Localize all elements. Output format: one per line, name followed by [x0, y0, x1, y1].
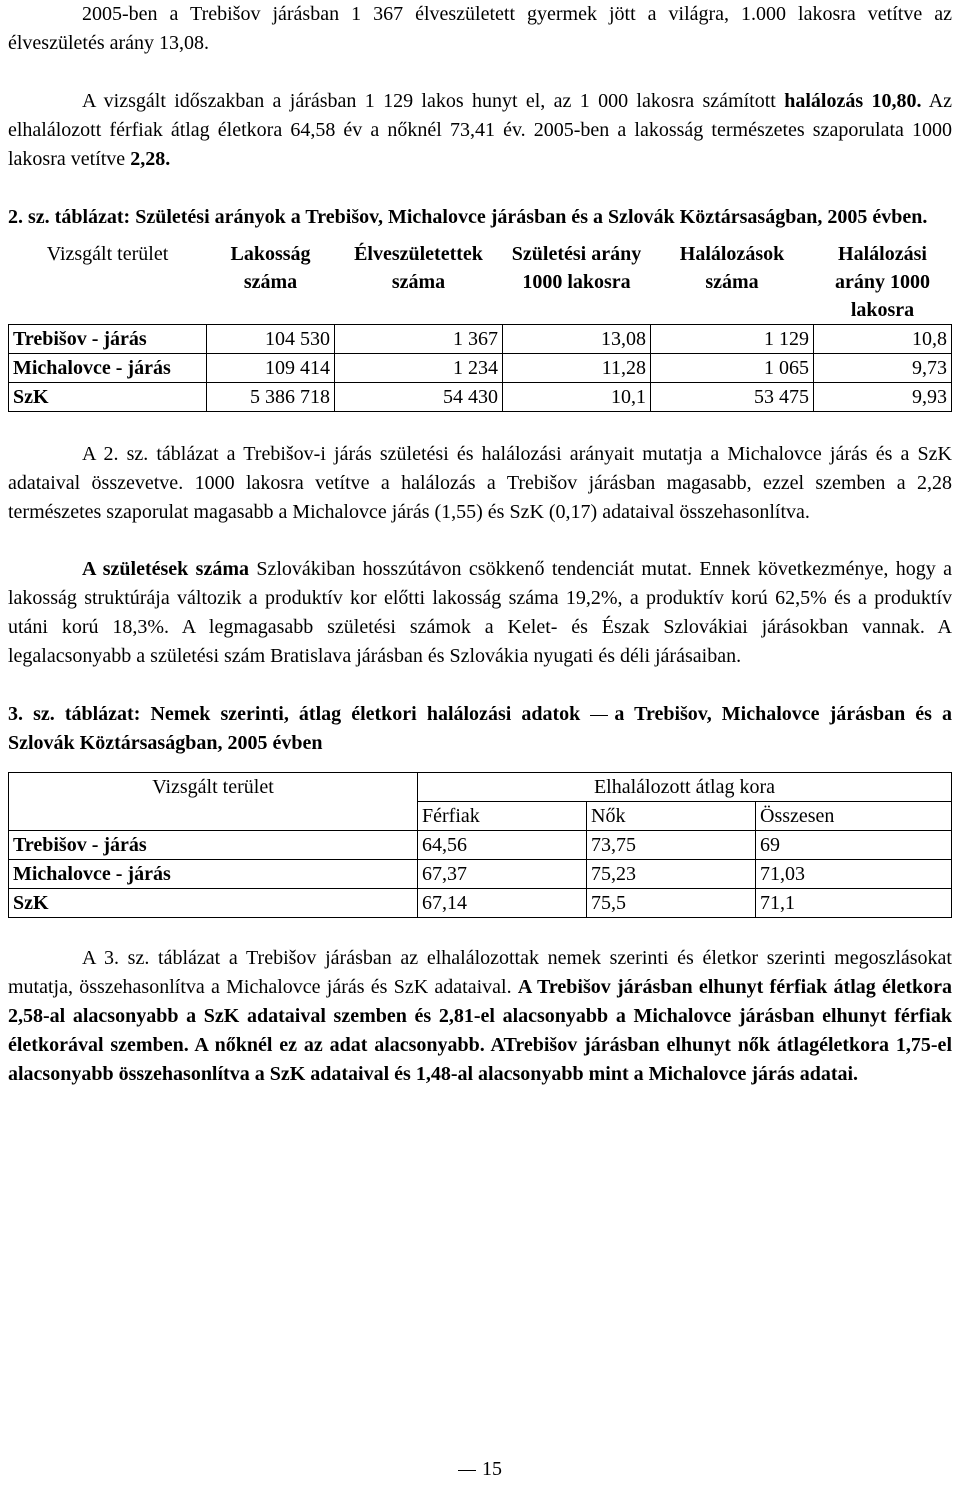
table-header-cell: Lakosság száma [230, 243, 311, 293]
table-cell: 10,1 [503, 383, 651, 412]
table2-caption-a: 3. sz. táblázat: Nemek szerinti, átlag életkori halálozási adatok [8, 703, 581, 725]
intro-mortality-value: halálozás 10,80. [784, 90, 922, 112]
table-header-cell: Élveszületettek száma [354, 243, 483, 293]
table-cell: Michalovce - járás [9, 860, 418, 889]
table-cell: 53 475 [651, 383, 814, 412]
table-cell: 1 129 [651, 325, 814, 354]
intro-growth-value: 2,28. [130, 148, 171, 170]
dash-icon [590, 715, 608, 716]
table-cell: Michalovce - járás [9, 354, 207, 383]
paragraph-table1-analysis: A 2. sz. táblázat a Trebišov-i járás születési és halálozási arányait mutatja a Michalovce járás és a SzK adataival összevetve. 1000 lakosra vetítve a halálozás a Trebišov járásban magasabb, ezzel szemben a 2,28 természetes szaporulat magasabb a Michalovce járás (1,55) és SzK (0,17) adataival összehasonlítva. [8, 443, 952, 523]
table-cell: 10,8 [814, 325, 952, 354]
table-cell: 1 367 [335, 325, 503, 354]
intro-paragraph-2 [8, 87, 952, 174]
table-cell: 1 234 [335, 354, 503, 383]
dash-icon [458, 1470, 476, 1471]
paragraph-table2-analysis [8, 944, 952, 1089]
table-row [9, 860, 952, 889]
table-header-cell: Vizsgált terület [9, 773, 418, 831]
intro-text-a: A vizsgált időszakban a járásban 1 129 lakos hunyt el, az 1 000 lakosra számított [82, 90, 776, 112]
table-cell: 75,5 [587, 889, 756, 918]
table-row [9, 383, 952, 412]
table-cell: Trebišov - járás [9, 831, 418, 860]
birth-rate-table [8, 240, 952, 412]
page-number: 15 [482, 1458, 502, 1480]
table-row [9, 354, 952, 383]
table-cell: SzK [9, 889, 418, 918]
table-header-cell: Halálozások száma [679, 243, 785, 293]
table-cell: SzK [9, 383, 207, 412]
table-cell: 5 386 718 [207, 383, 335, 412]
table-cell: 9,73 [814, 354, 952, 383]
table-cell: 69 [756, 831, 952, 860]
table2-caption [8, 700, 952, 758]
page-footer [0, 1458, 960, 1481]
table-header-cell: Vizsgált terület [46, 243, 169, 265]
table-header-row [9, 240, 952, 325]
births-text: Szlovákiban hosszútávon csökkenő tendenciát mutat. Ennek következménye, hogy a lakosság struktúrája változik a produktív kor előtti lakosság száma 19,2%, a produktív korú 62,5% és a produktív utáni korú 18,3%. A legmagasabb születési számok a Kelet- és Észak Szlovákiai járásokban vannak. A legalacsonyabb a születési szám Bratislava járásban és Szlovákia nyugati és déli járásaiban. [8, 558, 952, 667]
table-header-cell: Nők [587, 802, 756, 831]
table-header-row [9, 773, 952, 802]
document-page [8, 0, 952, 1089]
intro-text-c: Az elhalálozott férfiak átlag életkora 64,58 év a nőknél 73,41 év. 2005-ben a lakosság természetes szaporulata 1000 lakosra vetítve [8, 90, 953, 170]
mortality-age-table [8, 772, 952, 918]
intro-paragraph-1: 2005-ben a Trebišov járásban 1 367 élveszületett gyermek jött a világra, 1.000 lakosra vetítve az élveszületés arány 13,08. [8, 3, 952, 54]
table-row [9, 889, 952, 918]
table-cell: 11,28 [503, 354, 651, 383]
table-header-cell: Elhalálozott átlag kora [418, 773, 952, 802]
table-cell: 104 530 [207, 325, 335, 354]
table-cell: 73,75 [587, 831, 756, 860]
table-cell: 71,03 [756, 860, 952, 889]
paragraph-births [8, 555, 952, 671]
table1-caption: 2. sz. táblázat: Születési arányok a Trebišov, Michalovce járásban és a Szlovák Köztársaságban, 2005 évben. [8, 206, 928, 228]
table-cell: 109 414 [207, 354, 335, 383]
table-cell: 75,23 [587, 860, 756, 889]
table-cell: Trebišov - járás [9, 325, 207, 354]
births-lead: A születések száma [82, 558, 249, 580]
table-header-cell: Születési arány 1000 lakosra [511, 243, 642, 293]
table2-analysis-text: A 3. sz. táblázat a Trebišov járásban az elhalálozottak nemek szerinti és életkor szerinti megoszlásokat mutatja, összehasonlítva a Michalovce járás és SzK adataival. [8, 947, 952, 998]
table2-caption-b: a Trebišov, Michalovce járásban és a Szlovák Köztársaságban, 2005 évben [8, 703, 953, 754]
table-header-cell: Összesen [756, 802, 952, 831]
table-cell: 13,08 [503, 325, 651, 354]
table-row [9, 325, 952, 354]
table-cell: 64,56 [418, 831, 587, 860]
table-cell: 9,93 [814, 383, 952, 412]
table-cell: 1 065 [651, 354, 814, 383]
table-header-cell: Férfiak [418, 802, 587, 831]
table-cell: 67,37 [418, 860, 587, 889]
table-cell: 67,14 [418, 889, 587, 918]
table-cell: 71,1 [756, 889, 952, 918]
table-header-cell: Halálozási arány 1000 lakosra [835, 243, 930, 321]
table-row [9, 831, 952, 860]
table2-analysis-bold: A Trebišov járásban elhunyt férfiak átlag életkora 2,58-al alacsonyabb a SzK adataival szemben és 2,81-el alacsonyabb a Michalovce járásban elhunyt férfiak életkorával szemben. A nőknél ez az adat alacsonyabb. ATrebišov járásban elhunyt nők átlagéletkora 1,75-el alacsonyabb összehasonlítva a SzK adataival és 1,48-al alacsonyabb mint a Michalovce járás adatai. [8, 976, 952, 1085]
table-cell: 54 430 [335, 383, 503, 412]
